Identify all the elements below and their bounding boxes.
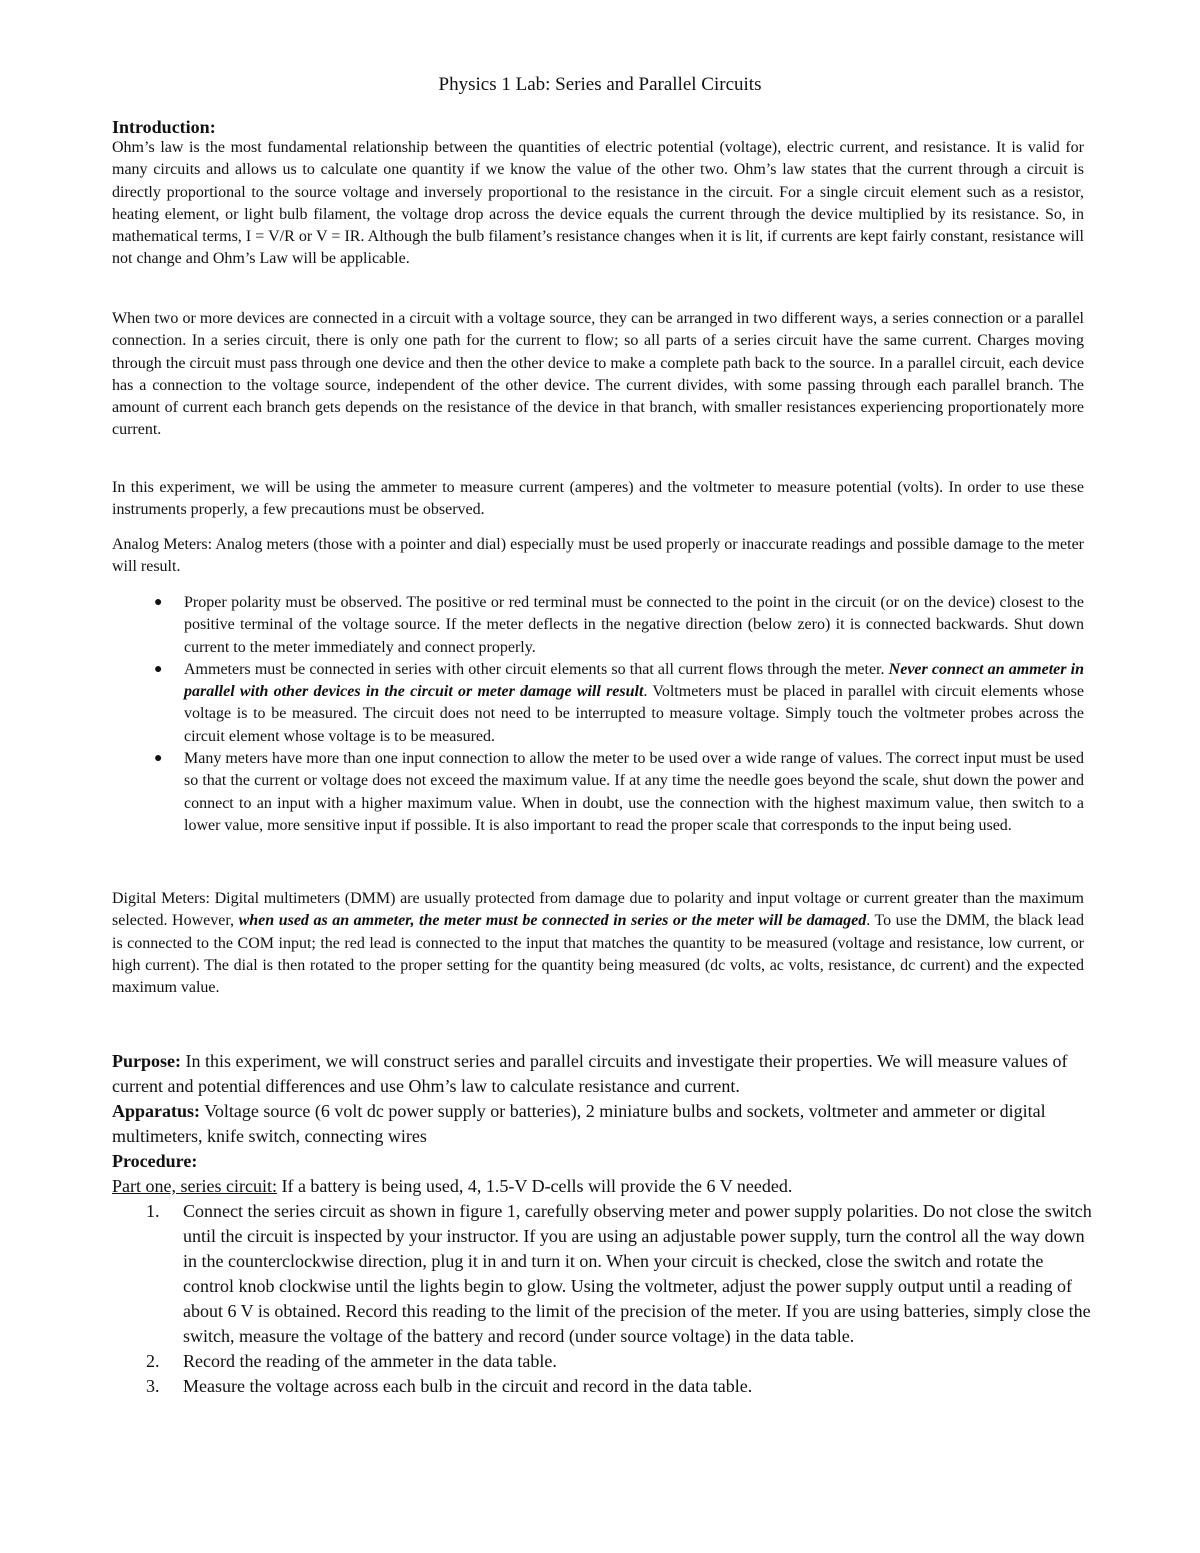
page-title: Physics 1 Lab: Series and Parallel Circuits <box>438 74 762 95</box>
purpose-label: Purpose: <box>112 1051 181 1071</box>
procedure-label: Procedure: <box>112 1151 198 1171</box>
digital-meters-text-b: . To use the DMM, the black lead is connected to the COM input; the red lead is connected to the input that matches the quantity to be measured (voltage and resistance, low current, or high current). The dial is then rotated to the proper setting for the quantity being measured (dc volts, ac volts, resistance, dc current) and the expected maximum value. <box>112 912 1085 997</box>
part-one-label: Part one, series circuit: <box>112 1176 277 1196</box>
apparatus-label: Apparatus: <box>112 1101 201 1121</box>
list-item <box>112 748 1084 837</box>
intro-paragraph-1: Ohm’s law is the most fundamental relationship between the quantities of electric potential (voltage), electric current, and resistance. It is valid for many circuits and allows us to calculate one quantity if we know the value of the other two. Ohm’s law states that the current through a circuit is directly proportional to the source voltage and inversely proportional to the resistance in the circuit. For a single circuit element such as a resistor, heating element, or light bulb filament, the voltage drop across the device equals the current through the device multiplied by its resistance. So, in mathematical terms, I = V/R or V = IR. Although the bulb filament’s resistance changes when it is lit, if currents are kept fairly constant, resistance will not change and Ohm’s Law will be applicable. <box>112 139 1084 268</box>
step-number: 2. <box>146 1351 160 1371</box>
apparatus-section <box>112 1099 1072 1149</box>
step-text: Measure the voltage across each bulb in the circuit and record in the data table. <box>183 1376 753 1396</box>
step-number: 3. <box>146 1376 160 1396</box>
bullet-icon: ● <box>154 751 163 767</box>
intro-paragraph-3: In this experiment, we will be using the ammeter to measure current (amperes) and the voltmeter to measure potential (volts). In order to use these instruments properly, a few precautions must be observed. <box>112 479 1084 519</box>
step-text: Connect the series circuit as shown in figure 1, carefully observing meter and power supply polarities. Do not close the switch until the circuit is inspected by your instructor. If you are using an adjustable power supply, turn the control all the way down in the counterclockwise direction, plug it in and turn it on. When your circuit is checked, close the switch and rotate the control knob clockwise until the lights begin to glow. Using the voltmeter, adjust the power supply output until a reading of about 6 V is obtained. Record this reading to the limit of the precision of the meter. If you are using batteries, simply close the switch, measure the voltage of the battery and record (under source voltage) in the data table. <box>183 1201 1092 1346</box>
list-item <box>112 592 1084 659</box>
apparatus-text: Voltage source (6 volt dc power supply or batteries), 2 miniature bulbs and sockets, voltmeter and ammeter or digital multimeters, knife switch, connecting wires <box>112 1101 1046 1146</box>
bullet-icon: ● <box>154 595 163 610</box>
bullet-text-ammeter: Ammeters must be connected in series with other circuit elements so that all current flows through the meter. <box>184 660 885 678</box>
bullet-text-voltmeter: . Voltmeters must be placed in parallel with circuit elements whose voltage is to be measured. The circuit does not need to be interrupted to measure voltage. Simply touch the voltmeter probes across the circuit element whose voltage is to be measured. <box>184 683 1085 745</box>
procedure-heading <box>112 1149 1072 1174</box>
digital-meters-warning: when used as an ammeter, the meter must be connected in series or the meter will be damaged <box>238 912 867 930</box>
list-item <box>112 1374 1092 1399</box>
analog-precautions-list <box>112 592 1084 837</box>
introduction-heading: Introduction: <box>112 117 216 137</box>
list-item <box>112 659 1084 748</box>
step-text: Record the reading of the ammeter in the data table. <box>183 1351 557 1371</box>
bullet-icon: ● <box>154 661 163 677</box>
analog-meters-paragraph: Analog Meters: Analog meters (those with a pointer and dial) especially must be used properly or inaccurate readings and possible damage to the meter will result. <box>112 536 1084 576</box>
step-number: 1. <box>146 1201 160 1221</box>
bullet-warning-ammeter: Never connect an ammeter in parallel with other devices in the circuit or meter damage will result <box>184 660 1084 701</box>
purpose-section <box>112 1049 1072 1099</box>
digital-meters-paragraph <box>112 888 1084 999</box>
procedure-steps <box>112 1199 1092 1399</box>
purpose-text: In this experiment, we will construct series and parallel circuits and investigate their properties. We will measure values of current and potential differences and use Ohm’s law to calculate resistance and current. <box>112 1051 1068 1096</box>
digital-meters-text-a: Digital Meters: Digital multimeters (DMM) are usually protected from damage due to polarity and input voltage or current greater than the maximum selected. However, <box>112 890 1084 930</box>
part-one-text: If a battery is being used, 4, 1.5-V D-cells will provide the 6 V needed. <box>276 1176 793 1196</box>
list-item <box>112 1349 1092 1374</box>
intro-paragraph-2: When two or more devices are connected in a circuit with a voltage source, they can be arranged in two different ways, a series connection or a parallel connection. In a series circuit, there is only one path for the current to flow; so all parts of a series circuit have the same current. Charges moving through the circuit must pass through one device and then the other device to make a complete path back to the source. In a parallel circuit, each device has a connection to the voltage source, independent of the other device. The current divides, with some passing through each parallel branch. The amount of current each branch gets depends on the resistance of the device in that branch, with smaller resistances experiencing proportionately more current. <box>112 310 1084 439</box>
bullet-text-inputs: Many meters have more than one input connection to allow the meter to be used over a wide range of values. The correct input must be used so that the current or voltage does not exceed the maximum value. If at any time the needle goes beyond the scale, shut down the power and connect to an input with a higher maximum value. When in doubt, use the connection with the highest maximum value, then switch to a lower value, more sensitive input if possible. It is also important to read the proper scale that corresponds to the input being used. <box>184 750 1084 834</box>
bullet-text-polarity: Proper polarity must be observed. The positive or red terminal must be connected to the point in the circuit (or on the device) closest to the positive terminal of the voltage source. If the meter deflects in the negative direction (below zero) it is connected backwards. Shut down current to the meter immediately and connect properly. <box>184 594 1084 656</box>
part-one-line <box>112 1174 1072 1199</box>
list-item <box>112 1199 1092 1349</box>
